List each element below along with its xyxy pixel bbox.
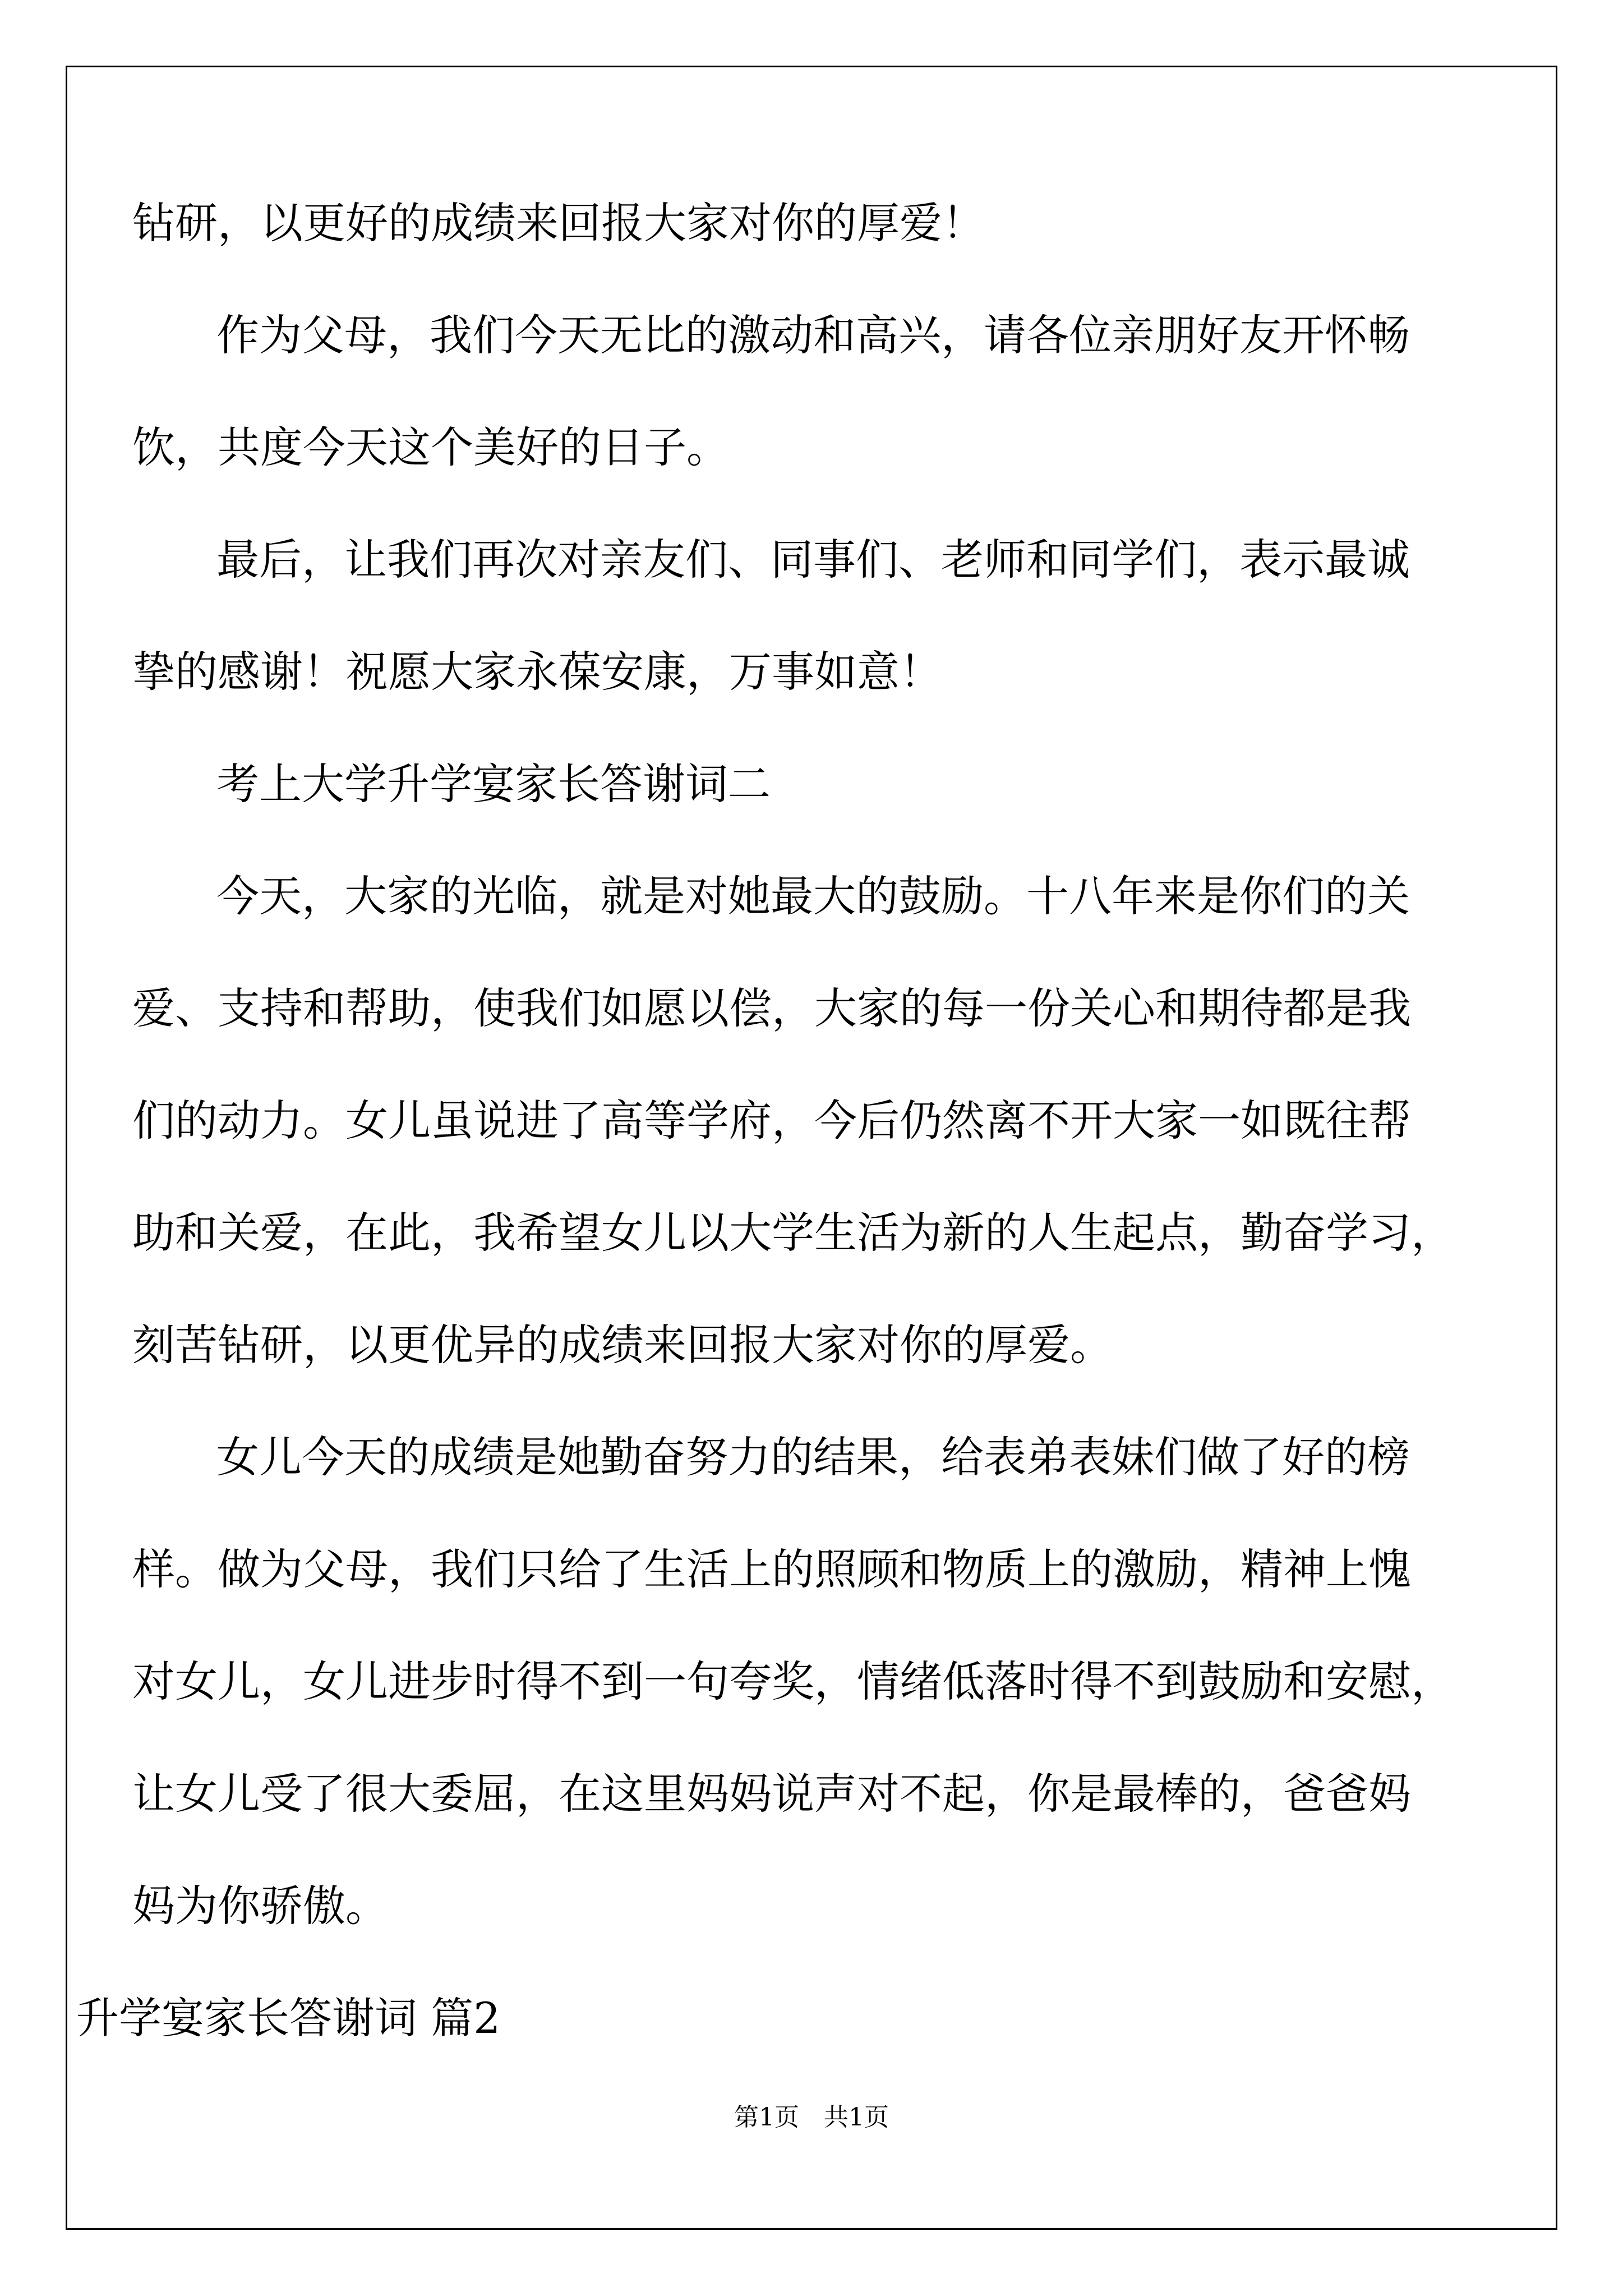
paragraph-start: 今天，大家的光临，就是对她最大的鼓励。十八年来是你们的关: [216, 871, 1410, 921]
text-line: 们的动力。女儿虽说进了高等学府，今后仍然离不开大家一如既往帮: [132, 1096, 1411, 1145]
text-line: 刻苦钻研，以更优异的成绩来回报大家对你的厚爱。: [132, 1320, 1113, 1370]
paragraph-start: 最后，让我们再次对亲友们、同事们、老师和同学们，表示最诚: [216, 535, 1410, 585]
text-line: 助和关爱，在此，我希望女儿以大学生活为新的人生起点，勤奋学习，: [132, 1208, 1454, 1258]
text-line: 挚的感谢！祝愿大家永葆安康，万事如意！: [132, 647, 942, 697]
chapter-heading: 升学宴家长答谢词 篇2: [76, 1993, 501, 2043]
text-line: 爱、支持和帮助，使我们如愿以偿，大家的每一份关心和期待都是我: [132, 983, 1411, 1033]
text-line: 妈为你骄傲。: [132, 1881, 388, 1931]
paragraph-start: 女儿今天的成绩是她勤奋努力的结果，给表弟表妹们做了好的榜: [216, 1432, 1410, 1482]
text-line: 对女儿，女儿进步时得不到一句夸奖，情绪低落时得不到鼓励和安慰，: [132, 1657, 1454, 1706]
section-heading: 考上大学升学宴家长答谢词二: [216, 759, 771, 809]
paragraph-start: 作为父母，我们今天无比的激动和高兴，请各位亲朋好友开怀畅: [216, 310, 1410, 360]
text-line: 饮，共度今天这个美好的日子。: [132, 422, 729, 472]
page-number-footer: 第1页 共1页: [734, 2103, 889, 2132]
text-line: 钻研，以更好的成绩来回报大家对你的厚爱！: [132, 198, 985, 248]
text-line: 让女儿受了很大委屈，在这里妈妈说声对不起，你是最棒的，爸爸妈: [132, 1769, 1411, 1819]
text-line: 样。做为父母，我们只给了生活上的照顾和物质上的激励，精神上愧: [132, 1544, 1411, 1594]
